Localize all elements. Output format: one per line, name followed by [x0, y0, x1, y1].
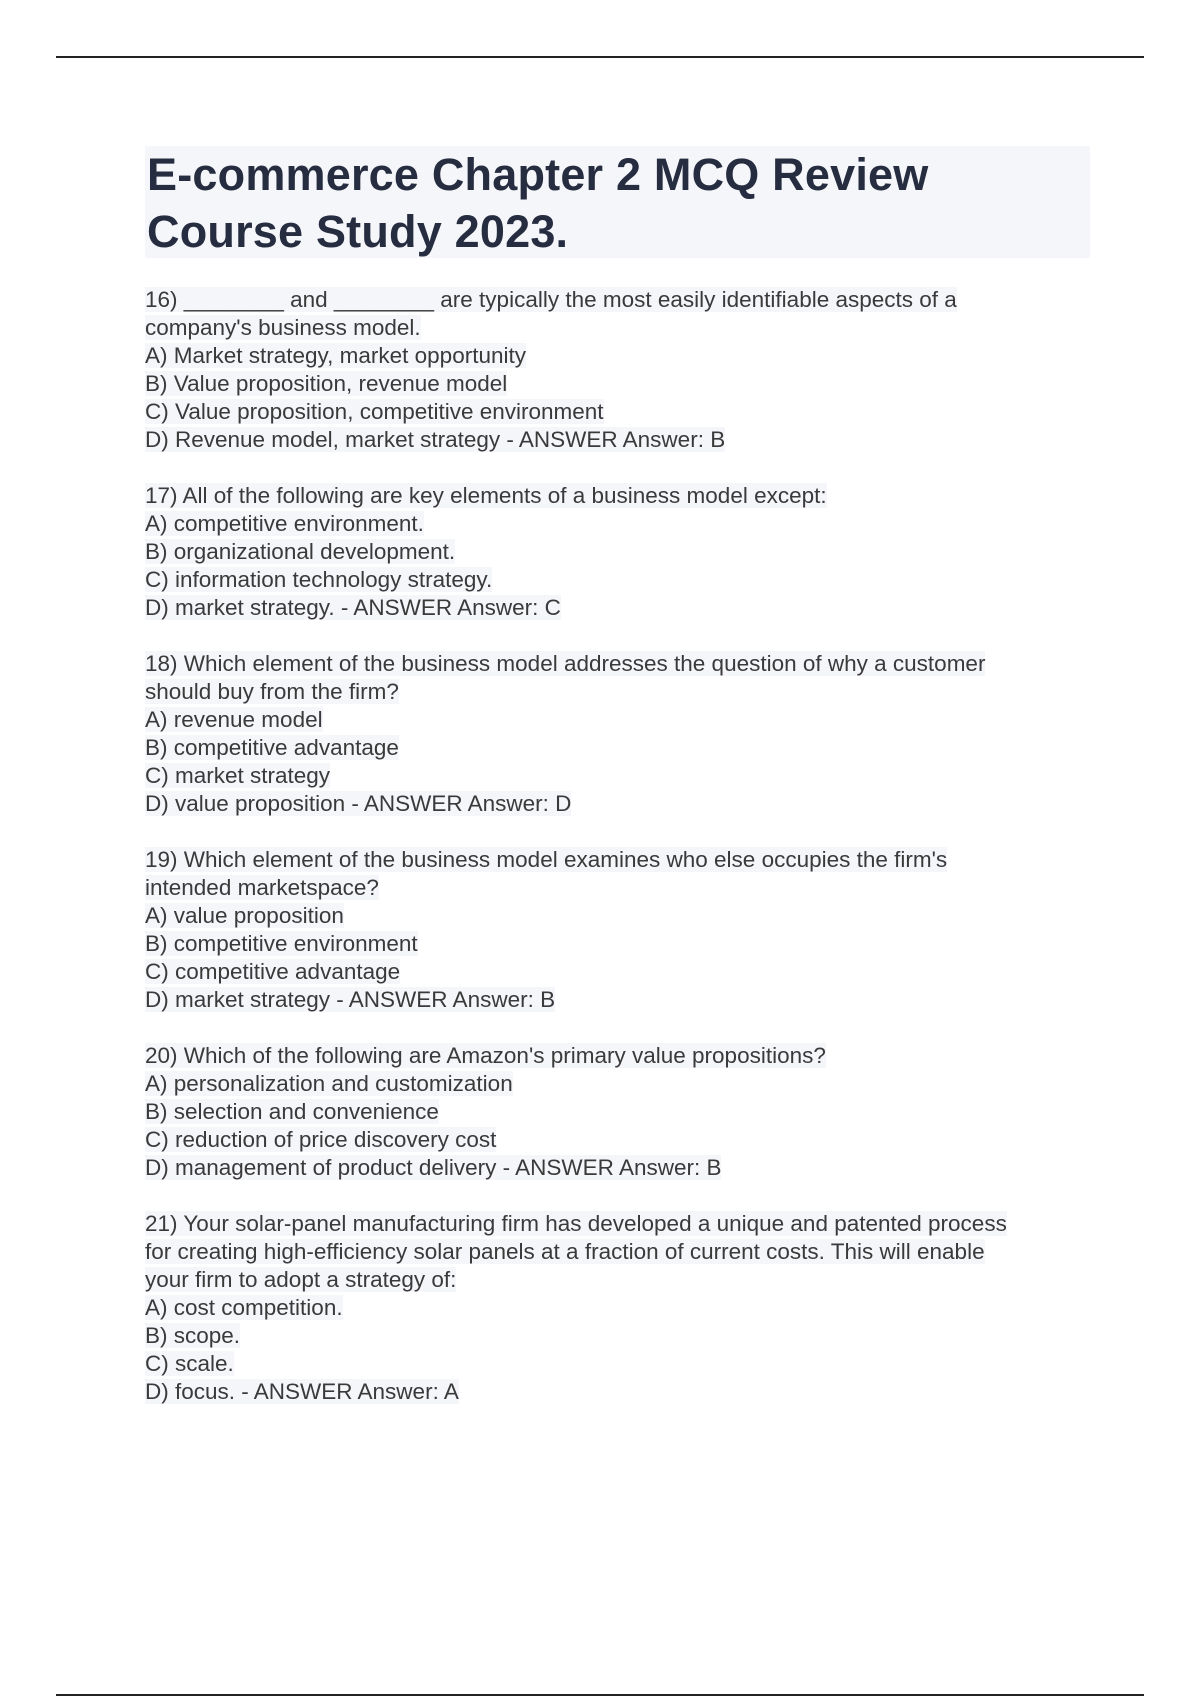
option-c: C) market strategy — [145, 763, 331, 788]
option-d-answer: D) Revenue model, market strategy - ANSWER Answer: B — [145, 427, 726, 452]
option-d-answer: D) focus. - ANSWER Answer: A — [145, 1379, 459, 1404]
title-line-1: E-commerce Chapter 2 MCQ Review — [147, 149, 929, 200]
question-text: company's business model. — [145, 315, 421, 340]
option-c: C) scale. — [145, 1351, 234, 1376]
option-b: B) scope. — [145, 1323, 241, 1348]
option-d-answer: D) value proposition - ANSWER Answer: D — [145, 791, 572, 816]
question-line — [145, 286, 1090, 314]
question-line — [145, 1238, 1090, 1266]
question-20 — [145, 1042, 1090, 1182]
question-16 — [145, 286, 1090, 454]
question-text: intended marketspace? — [145, 875, 379, 900]
question-text: 19) Which element of the business model examines who else occupies the firm's — [145, 847, 948, 872]
question-text: your firm to adopt a strategy of: — [145, 1267, 457, 1292]
title-block — [145, 146, 1090, 258]
question-text: should buy from the firm? — [145, 679, 399, 704]
question-line — [145, 482, 1090, 510]
option-a: A) competitive environment. — [145, 511, 424, 536]
top-rule — [56, 56, 1144, 58]
option-c: C) information technology strategy. — [145, 567, 493, 592]
option-a: A) cost competition. — [145, 1295, 343, 1320]
question-text: 16) ________ and ________ are typically the most easily identifiable aspects of a — [145, 287, 957, 312]
question-list — [145, 286, 1090, 1406]
question-text: 18) Which element of the business model addresses the question of why a customer — [145, 651, 986, 676]
document-body — [145, 146, 1090, 1434]
question-text: 20) Which of the following are Amazon's primary value propositions? — [145, 1043, 826, 1068]
question-line — [145, 678, 1090, 706]
option-a: A) revenue model — [145, 707, 323, 732]
option-b: B) selection and convenience — [145, 1099, 439, 1124]
option-c: C) competitive advantage — [145, 959, 401, 984]
option-b: B) organizational development. — [145, 539, 456, 564]
option-b: B) Value proposition, revenue model — [145, 371, 508, 396]
question-19 — [145, 846, 1090, 1014]
question-line — [145, 1210, 1090, 1238]
question-line — [145, 1042, 1090, 1070]
option-b: B) competitive environment — [145, 931, 418, 956]
document-title — [147, 146, 1090, 260]
option-d-answer: D) market strategy - ANSWER Answer: B — [145, 987, 556, 1012]
question-text: 21) Your solar-panel manufacturing firm has developed a unique and patented process — [145, 1211, 1007, 1236]
question-18 — [145, 650, 1090, 818]
question-17 — [145, 482, 1090, 622]
option-c: C) Value proposition, competitive environment — [145, 399, 604, 424]
option-c: C) reduction of price discovery cost — [145, 1127, 497, 1152]
option-a: A) personalization and customization — [145, 1071, 513, 1096]
question-line — [145, 846, 1090, 874]
option-a: A) value proposition — [145, 903, 344, 928]
option-d-answer: D) market strategy. - ANSWER Answer: C — [145, 595, 561, 620]
question-line — [145, 1266, 1090, 1294]
question-line — [145, 314, 1090, 342]
question-line — [145, 874, 1090, 902]
question-line — [145, 650, 1090, 678]
option-d-answer: D) management of product delivery - ANSWER Answer: B — [145, 1155, 722, 1180]
question-21 — [145, 1210, 1090, 1406]
bottom-rule — [56, 1694, 1144, 1696]
option-b: B) competitive advantage — [145, 735, 399, 760]
title-line-2: Course Study 2023. — [147, 206, 569, 257]
option-a: A) Market strategy, market opportunity — [145, 343, 526, 368]
question-text: for creating high-efficiency solar panels at a fraction of current costs. This will enable — [145, 1239, 985, 1264]
question-text: 17) All of the following are key elements of a business model except: — [145, 483, 827, 508]
